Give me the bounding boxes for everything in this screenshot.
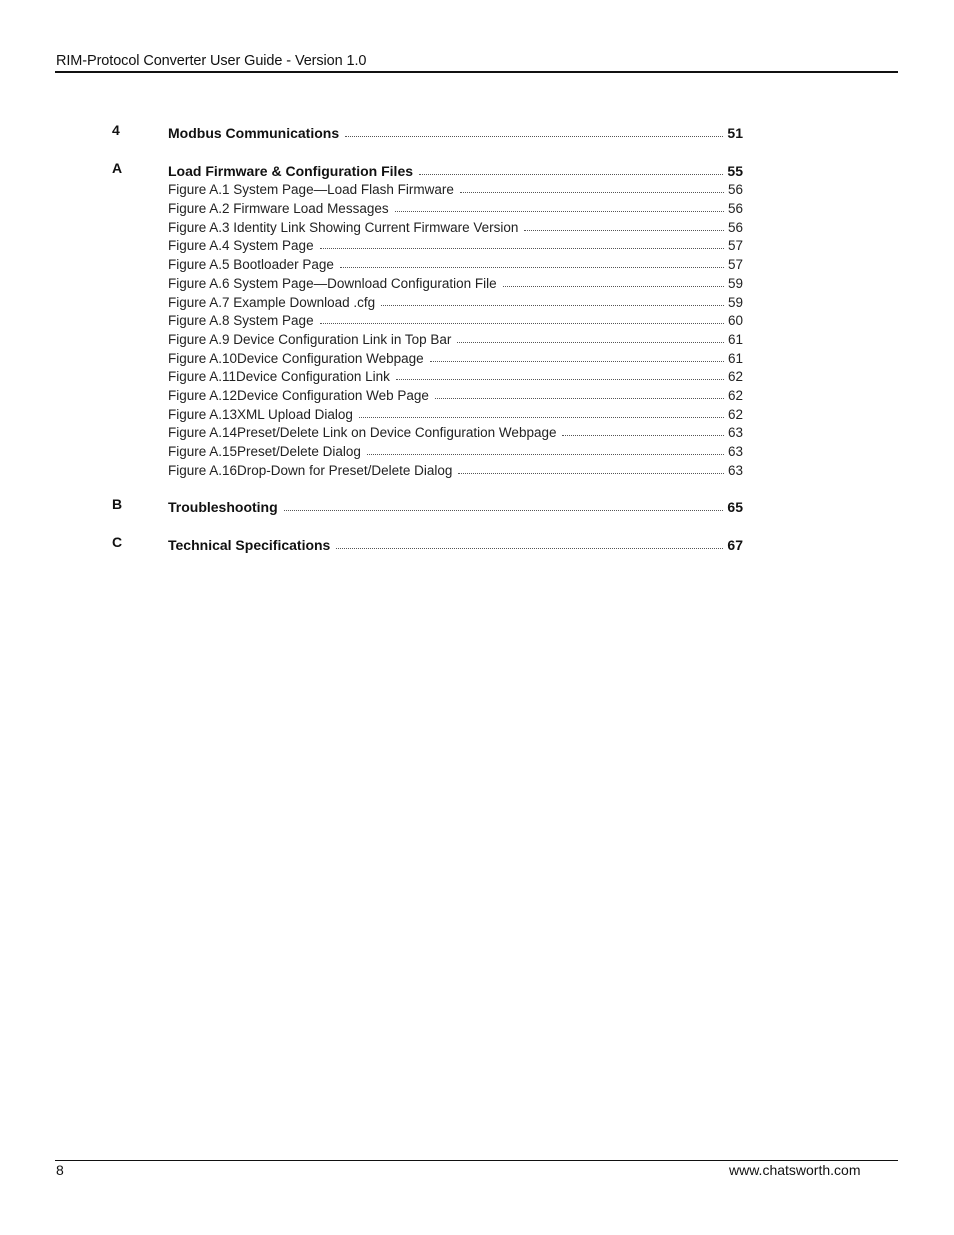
dot-leader xyxy=(340,266,724,268)
toc-figure-entry[interactable] xyxy=(0,440,954,459)
toc-figure-entry[interactable] xyxy=(0,403,954,422)
page-number: 62 xyxy=(727,369,743,384)
page-number: 56 xyxy=(727,220,743,235)
dot-leader xyxy=(524,229,724,231)
page-number: 57 xyxy=(727,238,743,253)
toc-section-a[interactable] xyxy=(0,160,954,179)
dot-leader xyxy=(457,341,724,343)
page-number: 61 xyxy=(727,351,743,366)
section-number: A xyxy=(112,160,123,176)
dot-leader xyxy=(503,285,724,287)
figure-title: Figure A.12Device Configuration Web Page xyxy=(168,388,429,403)
toc-figure-entry[interactable] xyxy=(0,291,954,310)
footer-page-number: 8 xyxy=(56,1162,64,1178)
dot-leader xyxy=(359,416,724,418)
figure-title: Figure A.15Preset/Delete Dialog xyxy=(168,444,361,459)
dot-leader xyxy=(435,397,724,399)
section-number: B xyxy=(112,496,123,512)
toc-figure-entry[interactable] xyxy=(0,347,954,366)
figure-title: Figure A.1 System Page—Load Flash Firmware xyxy=(168,182,454,197)
dot-leader xyxy=(381,304,724,306)
figure-title: Figure A.2 Firmware Load Messages xyxy=(168,201,389,216)
page-number: 65 xyxy=(727,499,743,515)
toc-figure-entry[interactable] xyxy=(0,309,954,328)
toc-figure-entry[interactable] xyxy=(0,272,954,291)
figure-title: Figure A.11Device Configuration Link xyxy=(168,369,390,384)
toc-figure-entry[interactable] xyxy=(0,328,954,347)
page-number: 61 xyxy=(727,332,743,347)
dot-leader xyxy=(419,173,723,175)
dot-leader xyxy=(396,378,724,380)
page-number: 62 xyxy=(727,407,743,422)
dot-leader xyxy=(395,210,724,212)
page-number: 56 xyxy=(727,182,743,197)
page-number: 51 xyxy=(727,125,743,141)
dot-leader xyxy=(320,322,724,324)
section-number: 4 xyxy=(112,122,120,138)
figure-title: Figure A.7 Example Download .cfg xyxy=(168,295,376,310)
dot-leader xyxy=(458,472,724,474)
header-rule xyxy=(55,71,898,73)
page-number: 67 xyxy=(727,537,743,553)
page-number: 62 xyxy=(727,388,743,403)
toc-figure-entry[interactable] xyxy=(0,384,954,403)
toc-section-4[interactable] xyxy=(0,122,954,141)
toc-figure-entry[interactable] xyxy=(0,253,954,272)
page-number: 55 xyxy=(727,163,743,179)
dot-leader xyxy=(562,434,723,436)
dot-leader xyxy=(430,360,724,362)
footer-url[interactable]: www.chatsworth.com xyxy=(729,1162,861,1178)
toc-figure-entry[interactable] xyxy=(0,459,954,478)
page-number: 63 xyxy=(727,463,743,478)
dot-leader xyxy=(345,135,723,137)
figure-title: Figure A.3 Identity Link Showing Current Firmware Version xyxy=(168,220,519,235)
toc-figure-entry[interactable] xyxy=(0,365,954,384)
running-header: RIM-Protocol Converter User Guide - Version 1.0 xyxy=(56,53,367,69)
footer-rule xyxy=(55,1160,898,1161)
page-number: 56 xyxy=(727,201,743,216)
figure-title: Figure A.10Device Configuration Webpage xyxy=(168,351,424,366)
section-number: C xyxy=(112,534,123,550)
toc-figure-entry[interactable] xyxy=(0,216,954,235)
page-number: 60 xyxy=(727,313,743,328)
figure-title: Figure A.5 Bootloader Page xyxy=(168,257,334,272)
section-title: Modbus Communications xyxy=(168,125,340,141)
toc-figure-entry[interactable] xyxy=(0,197,954,216)
page-number: 57 xyxy=(727,257,743,272)
dot-leader xyxy=(460,191,724,193)
dot-leader xyxy=(320,247,724,249)
page-number: 59 xyxy=(727,276,743,291)
figure-title: Figure A.16Drop-Down for Preset/Delete Dialog xyxy=(168,463,453,478)
section-title: Technical Specifications xyxy=(168,537,331,553)
figure-title: Figure A.14Preset/Delete Link on Device Configuration Webpage xyxy=(168,425,557,440)
page-number: 59 xyxy=(727,295,743,310)
toc-figure-entry[interactable] xyxy=(0,421,954,440)
dot-leader xyxy=(336,547,723,549)
figure-title: Figure A.6 System Page—Download Configuration File xyxy=(168,276,497,291)
page-number: 63 xyxy=(727,425,743,440)
figure-title: Figure A.9 Device Configuration Link in Top Bar xyxy=(168,332,452,347)
section-title: Troubleshooting xyxy=(168,499,278,515)
dot-leader xyxy=(284,509,724,511)
figure-title: Figure A.4 System Page xyxy=(168,238,314,253)
section-title: Load Firmware & Configuration Files xyxy=(168,163,414,179)
toc-figure-entry[interactable] xyxy=(0,234,954,253)
dot-leader xyxy=(367,453,724,455)
toc-section-c[interactable] xyxy=(0,534,954,553)
figure-title: Figure A.13XML Upload Dialog xyxy=(168,407,353,422)
page-number: 63 xyxy=(727,444,743,459)
toc-figure-entry[interactable] xyxy=(0,178,954,197)
toc-section-b[interactable] xyxy=(0,496,954,515)
figure-title: Figure A.8 System Page xyxy=(168,313,314,328)
